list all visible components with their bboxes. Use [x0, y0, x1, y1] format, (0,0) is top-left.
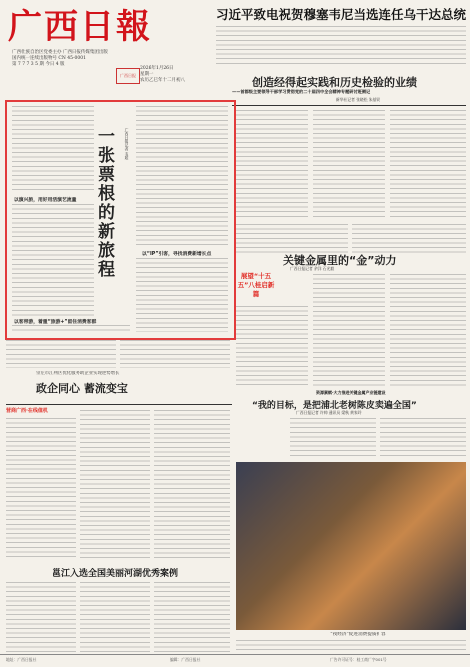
gold-article-col — [313, 274, 385, 386]
feature-subhead: 以演兴旅，用好用活演艺流量 — [14, 198, 77, 203]
photo-caption-text — [236, 640, 466, 652]
gov-rule — [6, 404, 232, 405]
feature-col — [136, 106, 228, 246]
masthead-info-line: 广西壮族自治区党委主办 广西日报传媒集团出版 — [12, 50, 108, 55]
masthead-date — [140, 66, 190, 84]
harbin-headline: “我的目标，是把浦北老树陈皮卖遍全国” — [252, 401, 417, 411]
left-mid-col — [120, 340, 230, 368]
gov-article-col — [154, 410, 230, 560]
gold-byline: 广西日报记者 余洋 石光毅 — [290, 266, 335, 271]
section-label: 营商广西·在线值机 — [6, 408, 48, 414]
harbin-byline: 广西日报记者 许帅 通讯员 梁秋 黄家玲 — [296, 410, 362, 415]
footer — [0, 654, 470, 667]
lead-headline: 创造经得起实践和历史检验的业绩 — [252, 76, 417, 89]
footer-left: 地址：广西日报社 — [6, 657, 37, 662]
feature-col — [12, 325, 130, 333]
feature-col — [136, 258, 228, 332]
gold-article-col — [236, 306, 308, 386]
footer-mid: 编辑：广西日报社 — [170, 657, 201, 662]
lead-article-col — [236, 110, 308, 220]
feature-subhead: 以“IP”引客，寻找消费新增长点 — [142, 252, 212, 257]
middle-article-col — [236, 224, 348, 254]
top-article-body — [216, 26, 466, 66]
river-article-col — [80, 582, 150, 652]
river-headline: 邕江入选全国美丽河湖优秀案例 — [52, 569, 179, 579]
gold-article-col — [390, 274, 466, 386]
feature-subhead: 以客带游，着重“旅游+”留住消费客群 — [14, 320, 97, 325]
feature-headline: 一张票根的新旅程 — [98, 127, 115, 280]
night-market-photo — [236, 462, 466, 630]
footer-right: 广告许可证号：桂工商广字001号 — [330, 657, 387, 662]
feature-intro-col — [12, 106, 94, 192]
river-article-col — [154, 582, 230, 652]
masthead-info — [12, 50, 112, 68]
left-mid-col — [6, 340, 116, 368]
lead-rule — [232, 105, 466, 106]
festival-badge: 展望“十五五”八桂启新篇 — [237, 272, 275, 298]
lead-article-col — [313, 110, 385, 220]
lead-article-col — [390, 110, 466, 220]
gov-article-col — [6, 418, 76, 560]
middle-article-col — [352, 224, 466, 254]
feature-byline: 广西日报记者 韦超 — [125, 128, 130, 160]
gov-kicker: 崇左市江州区优化服务助企业实现逆势增长 — [36, 371, 120, 376]
gov-headline: 政企同心 蓄流变宝 — [36, 382, 128, 395]
masthead-badge: 广西日报 — [116, 68, 140, 84]
date-text: 2026年1月26日 — [140, 66, 174, 71]
gov-article-col — [80, 410, 150, 560]
lead-subheadline: ——首都级主要领导干部学习贯彻党的二十届四中全会精神专题研讨班侧记 — [232, 89, 371, 94]
gold-headline: 关键金属里的“金”动力 — [283, 254, 397, 267]
masthead-info-line: 第 7 7 7 3 5 期 今日 4 版 — [12, 62, 65, 67]
top-headline: 习近平致电祝贺穆塞韦尼当选连任乌干达总统 — [216, 7, 467, 22]
river-article-col — [6, 582, 76, 652]
masthead-logo: 广西日報 — [8, 7, 152, 47]
photo-caption: “夜经济”促进消费提质扩容 — [330, 632, 386, 637]
gold-subhead: 资源禀赋·大力推进关键金属产业链建设 — [316, 390, 386, 395]
feature-col — [12, 204, 94, 316]
lead-byline: 新华社记者 张晓松 朱基钗 — [335, 97, 381, 102]
masthead-info-line: 国内统一连续出版物号 CN 45-0001 — [12, 56, 86, 61]
weekday-text: 星期一 — [140, 72, 154, 77]
harbin-article-col — [290, 418, 376, 458]
harbin-article-col — [380, 418, 466, 458]
lunar-text: 农历乙巳年十二月初八 — [140, 78, 185, 83]
